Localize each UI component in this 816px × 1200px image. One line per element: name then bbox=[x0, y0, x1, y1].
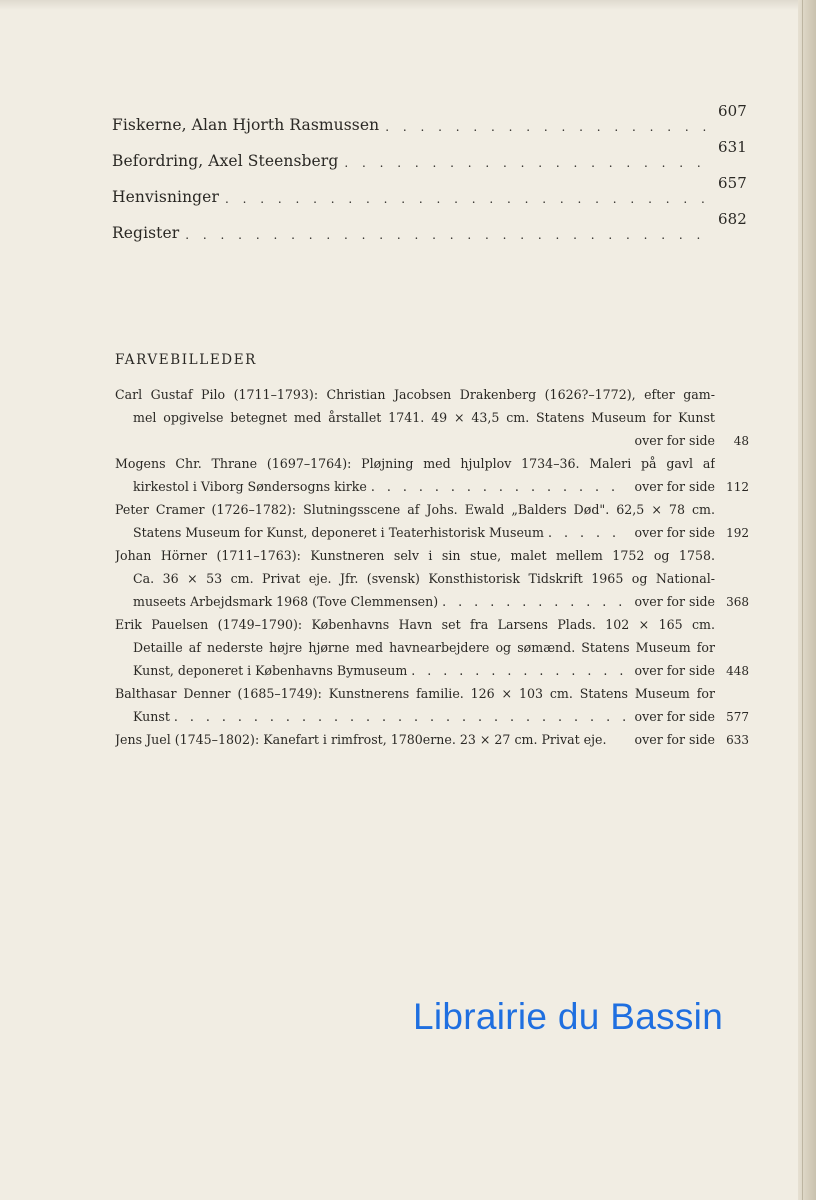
over-for-side-label: over for side bbox=[634, 732, 715, 747]
leader-dots bbox=[548, 521, 625, 544]
entry-text: Balthasar Denner (1685–1749): Kunstnerens familie. 126 × 103 cm. Statens Museum for bbox=[115, 686, 715, 701]
entry-text: Statens Museum for Kunst, deponeret i Teaterhistorisk Museum bbox=[133, 525, 544, 540]
entry-text: Kunst, deponeret i Københavns Bymuseum bbox=[133, 663, 408, 678]
page-number: 448 bbox=[726, 664, 749, 678]
toc-row bbox=[112, 98, 746, 134]
leader-dots bbox=[411, 659, 625, 682]
page-number: 48 bbox=[733, 434, 749, 448]
page-number: 633 bbox=[726, 733, 749, 747]
toc-page-number: 631 bbox=[718, 138, 747, 156]
entry-line bbox=[115, 567, 749, 590]
entry-text: kirkestol i Viborg Søndersogns kirke bbox=[133, 479, 367, 494]
entry-line bbox=[115, 521, 749, 544]
entry-text: Mogens Chr. Thrane (1697–1764): Pløjning med hjulplov 1734–36. Maleri på gavl af bbox=[115, 456, 715, 471]
page-number: 577 bbox=[726, 710, 749, 724]
toc-leader-dots bbox=[185, 228, 712, 242]
color-plate-list bbox=[115, 383, 749, 751]
entry-text: Ca. 36 × 53 cm. Privat eje. Jfr. (svensk) Konsthistorisk Tidskrift 1965 og National- bbox=[133, 571, 715, 586]
toc-row bbox=[112, 170, 746, 206]
entry-text: Johan Hörner (1711–1763): Kunstneren selv i sin stue, malet mellem 1752 og 1758. bbox=[115, 548, 715, 563]
entry-line bbox=[115, 682, 749, 705]
toc-title: Henvisninger bbox=[112, 188, 219, 206]
toc-leader-dots bbox=[344, 156, 712, 170]
page-number: 112 bbox=[726, 480, 749, 494]
list-item bbox=[115, 383, 749, 452]
over-for-side-label: over for side bbox=[634, 525, 715, 540]
entry-line bbox=[115, 659, 749, 682]
entry-line bbox=[115, 452, 749, 475]
over-for-side-label: over for side bbox=[634, 709, 715, 724]
toc-leader-dots bbox=[225, 192, 712, 206]
toc-title: Register bbox=[112, 224, 180, 242]
entry-text: Erik Pauelsen (1749–1790): Københavns Havn set fra Larsens Plads. 102 × 165 cm. bbox=[115, 617, 715, 632]
entry-text: museets Arbejdsmark 1968 (Tove Clemmensen) bbox=[133, 594, 439, 609]
table-of-contents bbox=[112, 98, 746, 242]
entry-line bbox=[115, 613, 749, 636]
toc-row bbox=[112, 134, 746, 170]
entry-text: Detaille af nederste højre hjørne med havnearbejdere og sømænd. Statens Museum for bbox=[133, 640, 715, 655]
toc-page-number: 657 bbox=[718, 174, 747, 192]
leader-dots bbox=[442, 590, 625, 613]
list-item bbox=[115, 682, 749, 728]
list-item bbox=[115, 498, 749, 544]
entry-line bbox=[115, 475, 749, 498]
section-heading: FARVEBILLEDER bbox=[115, 352, 257, 368]
entry-text: Jens Juel (1745–1802): Kanefart i rimfrost, 1780erne. 23 × 27 cm. Privat eje. bbox=[115, 732, 607, 747]
toc-page-number: 607 bbox=[718, 102, 747, 120]
entry-line bbox=[115, 590, 749, 613]
entry-line bbox=[115, 383, 749, 406]
over-for-side-label: over for side bbox=[634, 433, 715, 448]
entry-text: Kunst bbox=[133, 709, 170, 724]
page-number: 192 bbox=[726, 526, 749, 540]
entry-line bbox=[115, 498, 749, 521]
toc-row bbox=[112, 206, 746, 242]
entry-text: mel opgivelse betegnet med årstallet 1741. 49 × 43,5 cm. Statens Museum for Kunst bbox=[133, 410, 715, 425]
page-edge-line bbox=[802, 0, 803, 1200]
watermark-text: Librairie du Bassin bbox=[413, 996, 724, 1037]
toc-title: Fiskerne, Alan Hjorth Rasmussen bbox=[112, 116, 380, 134]
leader-dots bbox=[371, 475, 625, 498]
entry-line bbox=[115, 406, 749, 429]
page-edge bbox=[798, 0, 816, 1200]
entry-line bbox=[115, 705, 749, 728]
list-item bbox=[115, 544, 749, 613]
entry-text: Peter Cramer (1726–1782): Slutningsscene af Johs. Ewald „Balders Død". 62,5 × 78 cm. bbox=[115, 502, 715, 517]
entry-text: Carl Gustaf Pilo (1711–1793): Christian Jacobsen Drakenberg (1626?–1772), efter gam- bbox=[115, 387, 715, 402]
entry-line bbox=[115, 728, 749, 751]
toc-leader-dots bbox=[385, 120, 712, 134]
entry-line bbox=[115, 429, 749, 452]
entry-line bbox=[115, 636, 749, 659]
list-item bbox=[115, 613, 749, 682]
toc-page-number: 682 bbox=[718, 210, 747, 228]
toc-title: Befordring, Axel Steensberg bbox=[112, 152, 339, 170]
list-item bbox=[115, 452, 749, 498]
over-for-side-label: over for side bbox=[634, 663, 715, 678]
entry-line bbox=[115, 544, 749, 567]
list-item bbox=[115, 728, 749, 751]
page-number: 368 bbox=[726, 595, 749, 609]
page-top-shadow bbox=[0, 0, 816, 10]
over-for-side-label: over for side bbox=[634, 594, 715, 609]
leader-dots bbox=[174, 705, 625, 728]
over-for-side-label: over for side bbox=[634, 479, 715, 494]
